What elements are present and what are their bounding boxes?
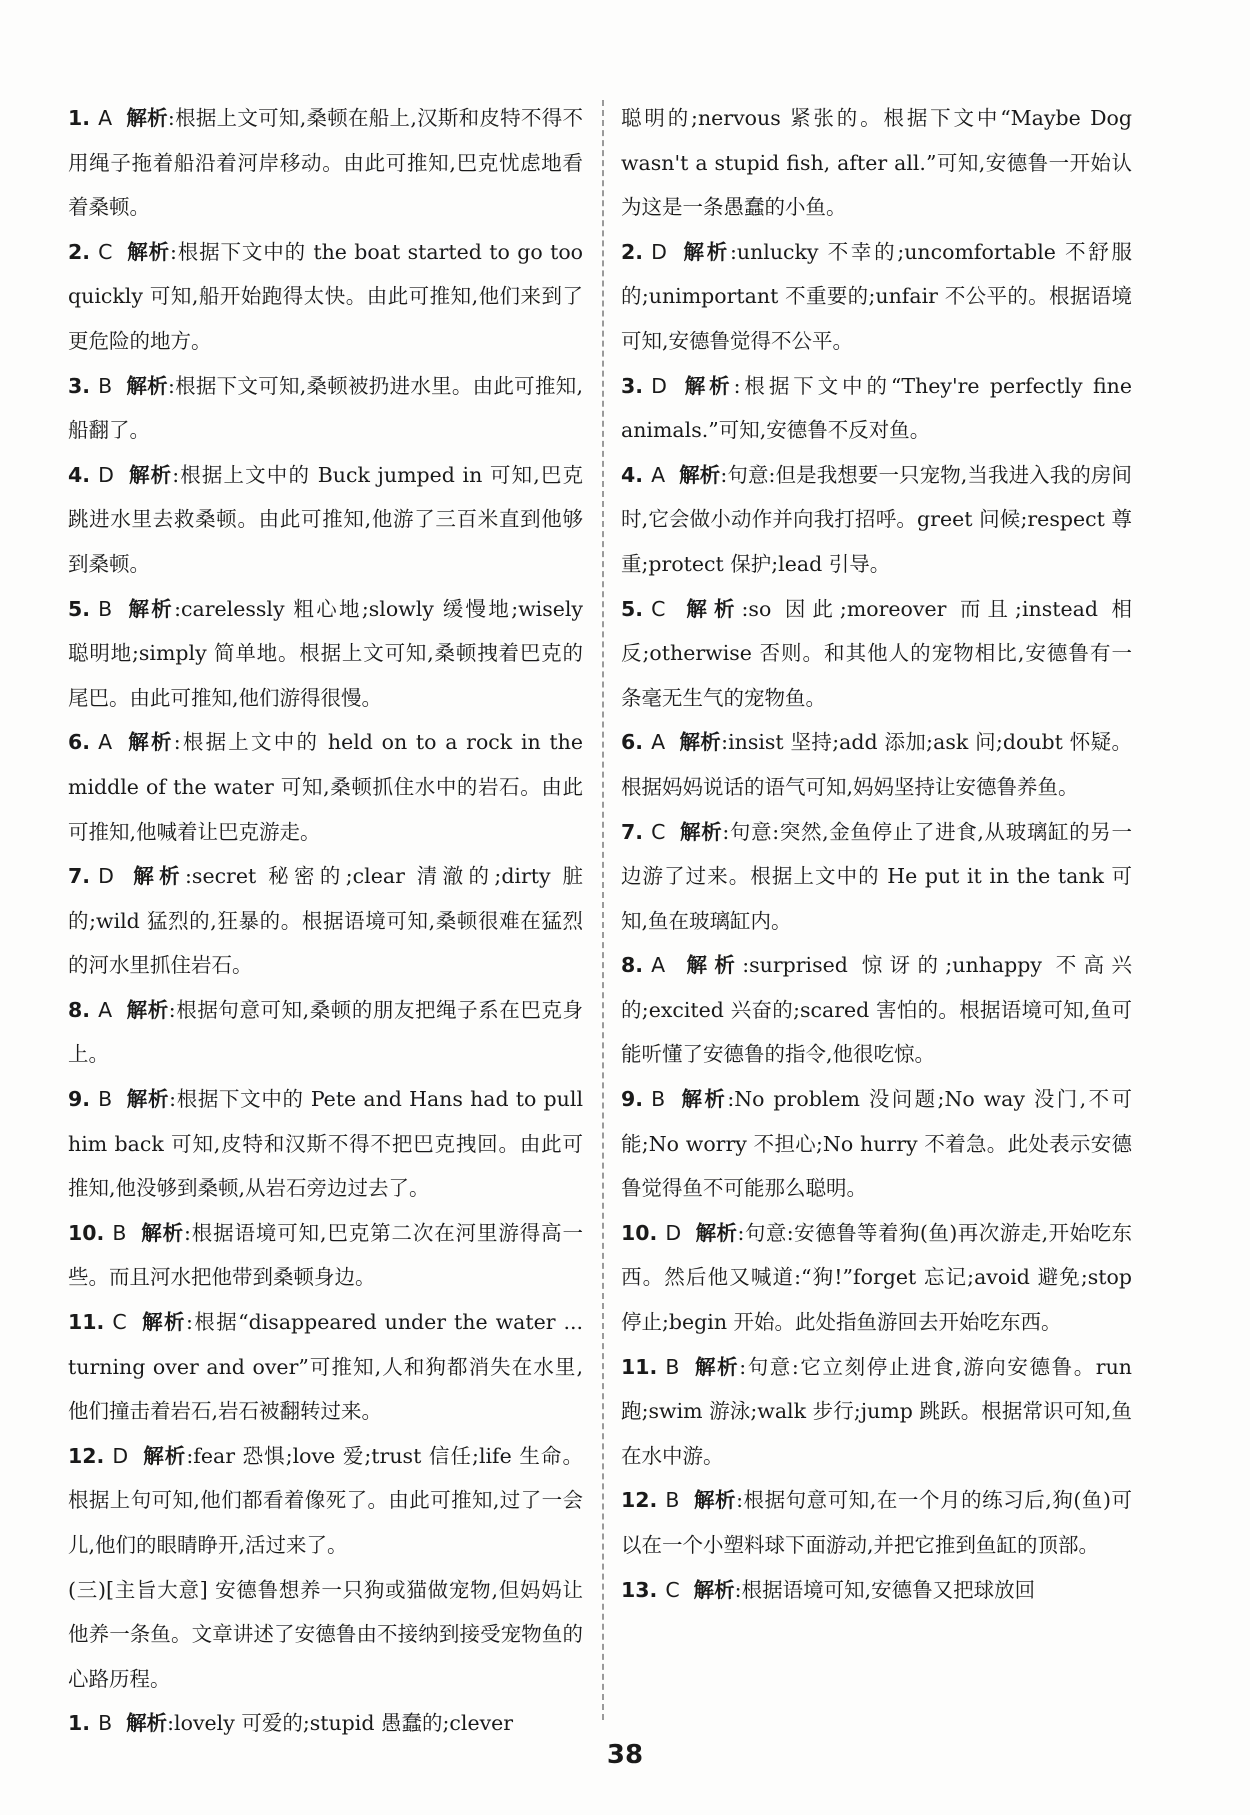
answer-letter: A [98,106,113,130]
answer-letter: B [98,373,113,398]
question-number: 9. [621,1087,644,1112]
answer-letter: D [98,462,114,487]
page-number: 38 [606,1740,644,1770]
answer-letter: D [651,239,667,264]
analysis-text: :根据上文中的 Buck jumped in 可知,巴克跳进水里去救桑顿。由此可推知,他游了三百米直到他够到桑顿。 [68,462,583,576]
analysis-text: :根据上文中的 held on to a rock in the middle of the water 可知,桑顿抓住水中的岩石。由此可推知,他喊着让巴克游走。 [68,730,584,844]
analysis-text: :lovely 可爱的;stupid 愚蠢的;clever [167,1711,514,1736]
passage-summary [68,1568,583,1702]
answer-item [621,720,1132,809]
analysis-text: :根据下文中的 Pete and Hans had to pull him back 可知,皮特和汉斯不得不把巴克拽回。由此可推知,他没够到桑顿,从岩石旁边过去了。 [68,1087,583,1201]
analysis-label: 解析 [679,819,723,844]
question-number: 10. [68,1220,105,1245]
analysis-label: 解析 [127,462,173,487]
analysis-label: 解析 [142,1443,187,1468]
answer-letter: B [98,1087,113,1112]
analysis-label: 解析 [693,1354,740,1379]
analysis-label: 解析 [140,1220,185,1245]
question-number: 6. [68,730,91,755]
answer-letter: A [651,462,666,487]
answer-item [68,988,583,1077]
question-number: 8. [68,997,91,1022]
answer-item [621,1345,1132,1479]
question-number: 13. [621,1577,658,1602]
question-number: 6. [621,730,644,755]
analysis-text: :根据语境可知,巴克第二次在河里游得高一些。而且河水把他带到桑顿身边。 [68,1220,583,1290]
answer-letter: D [651,373,667,398]
answer-letter: A [98,730,113,755]
analysis-text: :carelessly 粗心地;slowly 缓慢地;wisely 聪明地;simply 简单地。根据上文可知,桑顿拽着巴克的尾巴。由此可推知,他们游得很慢。 [68,596,583,710]
answer-item [68,1300,583,1434]
analysis-label: 解析 [680,373,734,398]
analysis-text: 聪明的;nervous 紧张的。根据下文中“Maybe Dog wasn't a stupid fish, after all.”可知,安德鲁一开始认为这是一条愚蠢的小鱼。 [621,106,1132,220]
answer-item [68,453,583,587]
answer-item [68,587,583,721]
analysis-label: 解析 [126,596,175,621]
question-number: 1. [68,106,91,130]
question-number: 12. [621,1488,658,1513]
answer-letter: C [665,1577,680,1602]
question-number: 11. [68,1310,105,1335]
answer-letter: B [112,1220,127,1245]
analysis-label: 解析 [126,239,170,264]
answer-item [621,96,1132,230]
answer-letter: C [651,596,666,621]
question-number: 7. [68,864,91,889]
summary-text: (三)[主旨大意] 安德鲁想养一只狗或猫做宠物,但妈妈让他养一条鱼。文章讲述了安德鲁由不接纳到接受宠物鱼的心路历程。 [68,1577,583,1691]
answer-item [68,230,583,364]
analysis-label: 解析 [679,596,742,621]
answer-letter: B [665,1354,680,1379]
analysis-text: :句意:但是我想要一只宠物,当我进入我的房间时,它会做小动作并向我打招呼。greet 问候;respect 尊重;protect 保护;lead 引导。 [621,462,1132,576]
analysis-label: 解析 [695,1220,738,1245]
analysis-label: 解析 [126,106,168,130]
analysis-label: 解析 [126,1711,168,1736]
question-number: 4. [68,462,91,487]
answer-letter: B [98,1711,113,1736]
analysis-text: :insist 坚持;add 添加;ask 问;doubt 怀疑。根据妈妈说话的语气可知,妈妈坚持让安德鲁养鱼。 [621,730,1132,799]
question-number: 2. [621,239,644,264]
analysis-label: 解析 [679,1087,728,1112]
analysis-text: :根据下文中的“They're perfectly fine animals.”可知,安德鲁不反对鱼。 [621,373,1132,443]
left-column [68,96,583,1746]
question-number: 9. [68,1087,91,1112]
analysis-text: :No problem 没问题;No way 没门,不可能;No worry 不担心;No hurry 不着急。此处表示安德鲁觉得鱼不可能那么聪明。 [621,1087,1132,1201]
answer-item [621,1211,1132,1345]
analysis-label: 解析 [126,373,168,398]
analysis-label: 解析 [140,1310,186,1335]
answer-letter: C [98,239,113,264]
question-number: 10. [621,1220,658,1245]
answer-letter: C [112,1310,127,1335]
answer-letter: D [112,1443,129,1468]
answer-item [621,587,1132,721]
answer-item [621,810,1132,944]
analysis-text: :根据下文中的 the boat started to go too quickly 可知,船开始跑得太快。由此可推知,他们来到了更危险的地方。 [68,239,584,353]
analysis-text: :句意:安德鲁等着狗(鱼)再次游走,开始吃东西。然后他又喊道:“狗!”forget 忘记;avoid 避免;stop 停止;begin 开始。此处指鱼游回去开始吃东西。 [621,1220,1133,1335]
answer-item [621,1568,1132,1613]
analysis-text: :根据句意可知,桑顿的朋友把绳子系在巴克身上。 [68,997,583,1067]
analysis-text: :根据“disappeared under the water ... turning over and over”可推知,人和狗都消失在水里,他们撞击着岩石,岩石被翻转过来。 [68,1310,583,1424]
analysis-label: 解析 [679,462,721,487]
analysis-text: :根据上文可知,桑顿在船上,汉斯和皮特不得不用绳子拖着船沿着河岸移动。由此可推知,巴克忧虑地看着桑顿。 [68,106,583,220]
answer-item [621,230,1132,364]
question-number: 5. [621,596,644,621]
analysis-label: 解析 [127,864,186,889]
question-number: 3. [68,373,91,398]
analysis-text: :根据下文可知,桑顿被扔进水里。由此可推知,船翻了。 [68,373,583,443]
analysis-text: :surprised 惊讶的;unhappy 不高兴的;excited 兴奋的;scared 害怕的。根据语境可知,鱼可能听懂了安德鲁的指令,他很吃惊。 [621,953,1133,1067]
question-number: 7. [621,819,644,844]
answer-letter: D [98,864,114,889]
answer-letter: A [98,997,113,1022]
analysis-label: 解析 [693,1488,737,1513]
answer-item [621,453,1132,587]
analysis-text: :unlucky 不幸的;uncomfortable 不舒服的;unimportant 不重要的;unfair 不公平的。根据语境可知,安德鲁觉得不公平。 [621,239,1132,353]
right-column [621,96,1132,1612]
answer-item [621,1478,1132,1567]
column-divider [602,100,604,1720]
analysis-label: 解析 [126,1087,170,1112]
analysis-label: 解析 [126,997,169,1022]
question-number: 2. [68,239,91,264]
analysis-label: 解析 [126,730,174,755]
question-number: 11. [621,1354,658,1379]
analysis-text: :so 因此;moreover 而且;instead 相反;otherwise 否则。和其他人的宠物相比,安德鲁有一条毫无生气的宠物鱼。 [621,596,1132,710]
question-number: 1. [68,1711,91,1736]
answer-letter: B [651,1087,666,1112]
question-number: 4. [621,462,644,487]
analysis-text: :secret 秘密的;clear 清澈的;dirty 脏的;wild 猛烈的,狂暴的。根据语境可知,桑顿很难在猛烈的河水里抓住岩石。 [68,864,584,978]
question-number: 8. [621,953,644,978]
answer-letter: A [651,730,666,755]
analysis-text: :根据语境可知,安德鲁又把球放回 [734,1577,1036,1602]
analysis-label: 解析 [680,239,730,264]
answer-letter: B [665,1488,680,1513]
answer-letter: D [665,1220,682,1245]
answer-item [68,96,583,230]
answer-letter: A [651,953,666,978]
answer-item [621,364,1132,453]
answer-item [68,1434,583,1568]
answer-item [621,943,1132,1077]
answer-letter: C [651,819,666,844]
question-number: 5. [68,596,91,621]
answer-item [68,854,583,988]
answer-item [68,364,583,453]
analysis-label: 解析 [679,730,722,755]
answer-item [621,1077,1132,1211]
answer-item [68,720,583,854]
answer-item [68,1211,583,1300]
analysis-label: 解析 [693,1577,735,1602]
analysis-label: 解析 [679,953,743,978]
analysis-text: :fear 恐惧;love 爱;trust 信任;life 生命。根据上句可知,他们都看着像死了。由此可推知,过了一会儿,他们的眼睛睁开,活过来了。 [68,1443,584,1557]
analysis-text: :句意:它立刻停止进食,游向安德鲁。run 跑;swim 游泳;walk 步行;jump 跳跃。根据常识可知,鱼在水中游。 [621,1354,1132,1468]
question-number: 12. [68,1443,105,1468]
question-number: 3. [621,373,644,398]
answer-item [68,1077,583,1211]
answer-letter: B [98,596,113,621]
analysis-text: :根据句意可知,在一个月的练习后,狗(鱼)可以在一个小塑料球下面游动,并把它推到鱼缸的顶部。 [621,1488,1133,1557]
analysis-text: :句意:突然,金鱼停止了进食,从玻璃缸的另一边游了过来。根据上文中的 He put it in the tank 可知,鱼在玻璃缸内。 [621,819,1132,933]
